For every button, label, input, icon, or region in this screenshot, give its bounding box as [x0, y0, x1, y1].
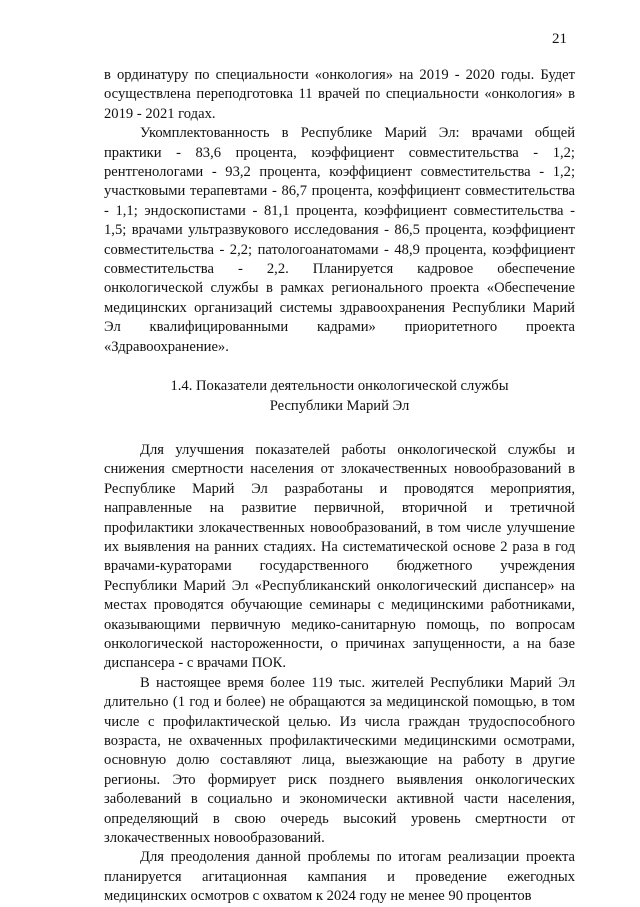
document-body: [104, 66, 575, 907]
paragraph-ordinatura: в ординатуру по специальности «онкология» на 2019 - 2020 годы. Будет осуществлена переподготовка 11 врачей по специальности «онкология» в 2019 - 2021 годах.: [104, 67, 575, 122]
paragraph-population-stats: В настоящее время более 119 тыс. жителей Республики Марий Эл длительно (1 год и более) не обращаются за медицинской помощью, в том числе с профилактической целью. Из числа граждан трудоспособного возраста, не охваченных профилактическими медицинскими осмотрами, основную долю составляют лица, выезжающие на работу в другие регионы. Это формирует риск позднего выявления онкологических заболеваний в социально и экономически активной части населения, определяющий в свою очередь высокий уровень смертности от злокачественных новообразований.: [104, 674, 575, 847]
paragraph-staffing: Укомплектованность в Республике Марий Эл: врачами общей практики - 83,6 процента, коэффициент совместительства - 1,2; рентгенологами - 93,2 процента, коэффициент совместительства - 1,2; участковыми терапевтами - 86,7 процента, коэффициент совместительства - 1,1; эндоскопистами - 81,1 процента, коэффициент совместительства - 1,5; врачами ультразвукового исследования - 86,5 процента, коэффициент совместительства - 2,2; патологоанатомами - 48,9 процента, коэффициент совместительства - 2,2. Планируется кадровое обеспечение онкологической службы в рамках регионального проекта «Обеспечение медицинских организаций системы здравоохранения Республики Марий Эл квалифицированными кадрами» приоритетного проекта «Здравоохранение».: [104, 125, 575, 355]
paragraph-campaign: Для преодоления данной проблемы по итогам реализации проекта планируется агитационная кампания и проведение ежегодных медицинских осмотров с охватом к 2024 году не менее 90 процентов: [104, 849, 575, 905]
page-number: 21: [552, 31, 567, 47]
paragraph-improvement-measures: Для улучшения показателей работы онкологической службы и снижения смертности населения от злокачественных новообразований в Республике Марий Эл разработаны и проводятся мероприятия, направленные на развитие первичной, вторичной и третичной профилактики злокачественных новообразований, в том числе улучшение их выявления на ранних стадиях. На систематической основе 2 раза в год врачами-кураторами государственного бюджетного учреждения Республики Марий Эл «Республиканский онкологический диспансер» на местах проводятся обучающие семинары с медицинскими работниками, оказывающими первичную медико-санитарную помощь, по вопросам онкологической настороженности, о причинах запущенности, а на базе диспансера - с врачами ПОК.: [104, 441, 575, 672]
section-heading: [104, 377, 575, 416]
section-heading-line-1: 1.4. Показатели деятельности онкологической службы: [170, 378, 509, 395]
section-heading-line-2: Республики Марий Эл: [269, 397, 410, 414]
